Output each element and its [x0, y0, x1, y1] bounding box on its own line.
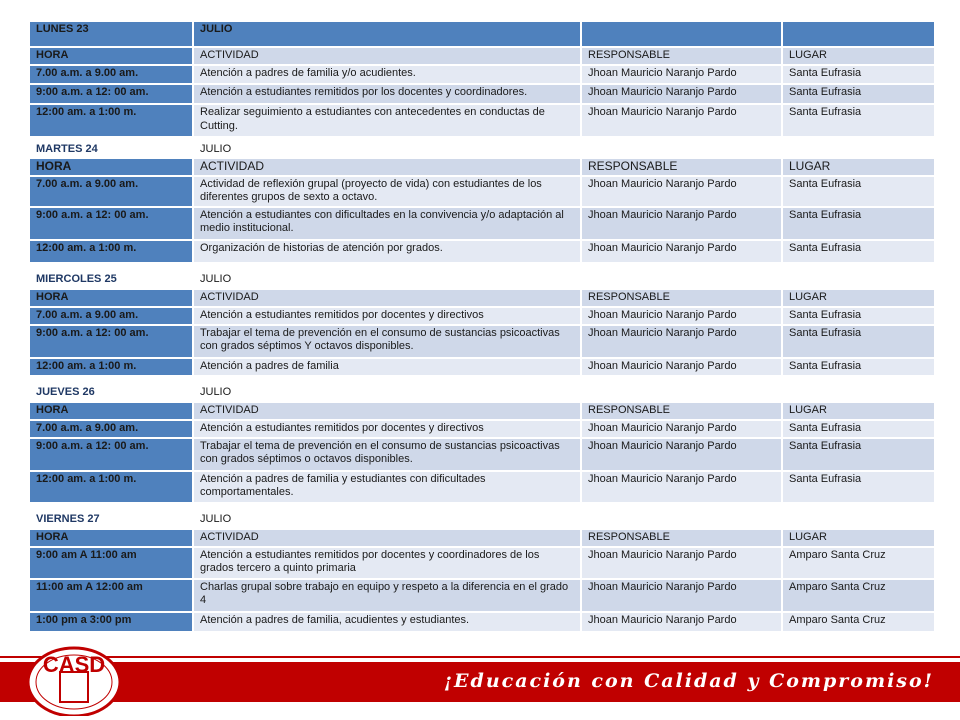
place-cell: Santa Eufrasia — [782, 176, 935, 207]
actividad-header: ACTIVIDAD — [193, 158, 581, 176]
responsible-cell: Jhoan Mauricio Naranjo Pardo — [581, 207, 782, 240]
day-name: JUEVES 26 — [29, 376, 193, 402]
lugar-header: LUGAR — [782, 47, 935, 65]
time-cell: 9:00 am A 11:00 am — [29, 547, 193, 579]
actividad-header: ACTIVIDAD — [193, 529, 581, 547]
responsible-cell: Jhoan Mauricio Naranjo Pardo — [581, 438, 782, 471]
schedule-row — [29, 207, 935, 240]
responsible-cell: Jhoan Mauricio Naranjo Pardo — [581, 104, 782, 137]
time-cell: 1:00 pm a 3:00 pm — [29, 612, 193, 632]
day-month: JULIO — [193, 21, 581, 47]
empty-cell — [782, 137, 935, 158]
place-cell: Santa Eufrasia — [782, 420, 935, 438]
schedule-row — [29, 104, 935, 137]
activity-cell: Actividad de reflexión grupal (proyecto de vida) con estudiantes de los diferentes grupos de sexto a octavo. — [193, 176, 581, 207]
responsible-cell: Jhoan Mauricio Naranjo Pardo — [581, 471, 782, 503]
time-cell: 12:00 am. a 1:00 m. — [29, 240, 193, 263]
activity-cell: Atención a estudiantes remitidos por docentes y directivos — [193, 420, 581, 438]
place-cell: Amparo Santa Cruz — [782, 547, 935, 579]
responsable-header: RESPONSABLE — [581, 402, 782, 420]
responsible-cell: Jhoan Mauricio Naranjo Pardo — [581, 358, 782, 376]
place-cell: Santa Eufrasia — [782, 307, 935, 325]
lugar-header: LUGAR — [782, 158, 935, 176]
place-cell: Santa Eufrasia — [782, 104, 935, 137]
day-row — [29, 376, 935, 402]
place-cell: Santa Eufrasia — [782, 325, 935, 358]
place-cell: Santa Eufrasia — [782, 65, 935, 84]
hora-header: HORA — [29, 529, 193, 547]
empty-cell — [782, 376, 935, 402]
place-cell: Amparo Santa Cruz — [782, 612, 935, 632]
footer-divider — [0, 656, 960, 658]
place-cell: Santa Eufrasia — [782, 471, 935, 503]
activity-cell: Atención a estudiantes remitidos por docentes y coordinadores de los grados tercero a quinto primaria — [193, 547, 581, 579]
actividad-header: ACTIVIDAD — [193, 47, 581, 65]
lugar-header: LUGAR — [782, 529, 935, 547]
empty-cell — [581, 21, 782, 47]
time-cell: 9:00 a.m. a 12: 00 am. — [29, 84, 193, 104]
responsible-cell: Jhoan Mauricio Naranjo Pardo — [581, 84, 782, 104]
time-cell: 12:00 am. a 1:00 m. — [29, 358, 193, 376]
header-row — [29, 47, 935, 65]
actividad-header: ACTIVIDAD — [193, 289, 581, 307]
empty-cell — [581, 137, 782, 158]
day-row — [29, 21, 935, 47]
activity-cell: Atención a padres de familia, acudientes y estudiantes. — [193, 612, 581, 632]
responsible-cell: Jhoan Mauricio Naranjo Pardo — [581, 176, 782, 207]
place-cell: Santa Eufrasia — [782, 207, 935, 240]
day-name: VIERNES 27 — [29, 503, 193, 529]
header-row — [29, 402, 935, 420]
schedule-row — [29, 240, 935, 263]
responsible-cell: Jhoan Mauricio Naranjo Pardo — [581, 612, 782, 632]
place-cell: Santa Eufrasia — [782, 240, 935, 263]
activity-cell: Atención a padres de familia y estudiantes con dificultades comportamentales. — [193, 471, 581, 503]
responsible-cell: Jhoan Mauricio Naranjo Pardo — [581, 240, 782, 263]
actividad-header: ACTIVIDAD — [193, 402, 581, 420]
time-cell: 7.00 a.m. a 9.00 am. — [29, 420, 193, 438]
activity-cell: Realizar seguimiento a estudiantes con antecedentes en conductas de Cutting. — [193, 104, 581, 137]
activity-cell: Atención a padres de familia y/o acudientes. — [193, 65, 581, 84]
activity-cell: Atención a estudiantes remitidos por docentes y directivos — [193, 307, 581, 325]
empty-cell — [782, 503, 935, 529]
schedule-row — [29, 325, 935, 358]
activity-cell: Trabajar el tema de prevención en el consumo de sustancias psicoactivas con grados séptimos o octavos disponibles. — [193, 438, 581, 471]
responsible-cell: Jhoan Mauricio Naranjo Pardo — [581, 65, 782, 84]
schedule-table — [28, 20, 936, 633]
day-name: LUNES 23 — [29, 21, 193, 47]
schedule-row — [29, 84, 935, 104]
schedule-row — [29, 547, 935, 579]
schedule-row — [29, 612, 935, 632]
empty-cell — [782, 263, 935, 289]
schedule-row — [29, 176, 935, 207]
day-name: MARTES 24 — [29, 137, 193, 158]
responsible-cell: Jhoan Mauricio Naranjo Pardo — [581, 325, 782, 358]
place-cell: Santa Eufrasia — [782, 84, 935, 104]
casd-logo — [20, 642, 128, 716]
responsable-header: RESPONSABLE — [581, 289, 782, 307]
time-cell: 7.00 a.m. a 9.00 am. — [29, 176, 193, 207]
responsible-cell: Jhoan Mauricio Naranjo Pardo — [581, 547, 782, 579]
hora-header: HORA — [29, 402, 193, 420]
place-cell: Santa Eufrasia — [782, 438, 935, 471]
hora-header: HORA — [29, 289, 193, 307]
responsable-header: RESPONSABLE — [581, 529, 782, 547]
activity-cell: Charlas grupal sobre trabajo en equipo y respeto a la diferencia en el grado 4 — [193, 579, 581, 612]
empty-cell — [581, 263, 782, 289]
footer-slogan: ¡Educación con Calidad y Compromiso! — [443, 670, 934, 692]
header-row — [29, 158, 935, 176]
time-cell: 7.00 a.m. a 9.00 am. — [29, 307, 193, 325]
activity-cell: Atención a estudiantes remitidos por los docentes y coordinadores. — [193, 84, 581, 104]
day-row — [29, 263, 935, 289]
time-cell: 7.00 a.m. a 9.00 am. — [29, 65, 193, 84]
header-row — [29, 289, 935, 307]
activity-cell: Trabajar el tema de prevención en el consumo de sustancias psicoactivas con grados séptimos Y octavos disponibles. — [193, 325, 581, 358]
schedule-row — [29, 471, 935, 503]
day-month: JULIO — [193, 137, 581, 158]
activity-cell: Organización de historias de atención por grados. — [193, 240, 581, 263]
schedule-row — [29, 579, 935, 612]
responsable-header: RESPONSABLE — [581, 47, 782, 65]
responsable-header: RESPONSABLE — [581, 158, 782, 176]
day-name: MIERCOLES 25 — [29, 263, 193, 289]
time-cell: 11:00 am A 12:00 am — [29, 579, 193, 612]
schedule-row — [29, 65, 935, 84]
day-row — [29, 503, 935, 529]
hora-header: HORA — [29, 47, 193, 65]
activity-cell: Atención a padres de familia — [193, 358, 581, 376]
day-month: JULIO — [193, 263, 581, 289]
responsible-cell: Jhoan Mauricio Naranjo Pardo — [581, 579, 782, 612]
empty-cell — [581, 376, 782, 402]
empty-cell — [782, 21, 935, 47]
activity-cell: Atención a estudiantes con dificultades en la convivencia y/o adaptación al medio institucional. — [193, 207, 581, 240]
responsible-cell: Jhoan Mauricio Naranjo Pardo — [581, 420, 782, 438]
responsible-cell: Jhoan Mauricio Naranjo Pardo — [581, 307, 782, 325]
time-cell: 9:00 a.m. a 12: 00 am. — [29, 438, 193, 471]
time-cell: 12:00 am. a 1:00 m. — [29, 104, 193, 137]
schedule-row — [29, 438, 935, 471]
time-cell: 9:00 a.m. a 12: 00 am. — [29, 207, 193, 240]
time-cell: 12:00 am. a 1:00 m. — [29, 471, 193, 503]
day-month: JULIO — [193, 376, 581, 402]
schedule-row — [29, 307, 935, 325]
empty-cell — [581, 503, 782, 529]
time-cell: 9:00 a.m. a 12: 00 am. — [29, 325, 193, 358]
schedule-row — [29, 420, 935, 438]
lugar-header: LUGAR — [782, 289, 935, 307]
logo-text: CASD — [42, 652, 106, 677]
header-row — [29, 529, 935, 547]
lugar-header: LUGAR — [782, 402, 935, 420]
place-cell: Santa Eufrasia — [782, 358, 935, 376]
hora-header: HORA — [29, 158, 193, 176]
day-month: JULIO — [193, 503, 581, 529]
place-cell: Amparo Santa Cruz — [782, 579, 935, 612]
schedule-row — [29, 358, 935, 376]
day-row — [29, 137, 935, 158]
